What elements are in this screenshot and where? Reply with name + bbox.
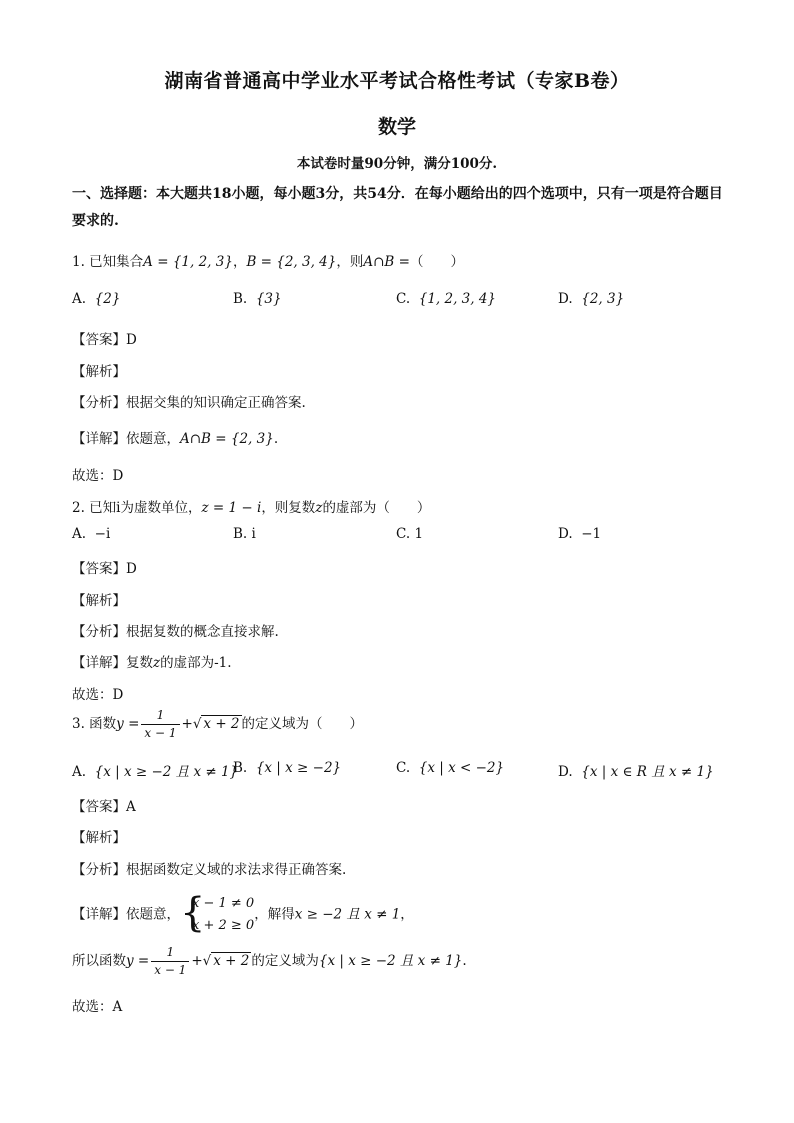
q1-choose: 故选：D	[72, 468, 124, 484]
question-3-stem: 3. 函数y = $\frac{1}{x - 1}$ +√ x + 2 的定义域为（ ）	[72, 708, 364, 740]
q3-option-a: A. {x | x ≥ −2 且 x ≠ 1}	[72, 764, 239, 780]
q1-xiangjie: 【详解】依题意，A∩B = {2, 3}.	[72, 431, 279, 447]
q1-option-a: A. {2}	[72, 291, 121, 307]
question-2-stem: 2. 已知i为虚数单位，z = 1 − i，则复数z的虚部为（ ）	[72, 500, 431, 516]
q2-analysis-tag: 【解析】	[72, 593, 126, 609]
q3-fenxi: 【分析】根据函数定义域的求法求得正确答案.	[72, 862, 347, 878]
q3-option-c: C. {x | x < −2}	[396, 760, 505, 776]
q2-option-d: D. −1	[558, 526, 602, 542]
page-title: 湖南省普通高中学业水平考试合格性考试（专家B卷）	[164, 70, 630, 92]
q2-option-a: A. −i	[72, 526, 111, 542]
set-a: A = {1, 2, 3}	[143, 254, 233, 270]
q2-option-b: B. i	[233, 526, 256, 542]
q1-option-d: D. {2, 3}	[558, 291, 625, 307]
set-b: B = {2, 3, 4}	[246, 254, 337, 270]
q3-option-b: B. {x | x ≥ −2}	[233, 760, 342, 776]
q2-option-c: C. 1	[396, 526, 424, 542]
fraction: $\frac{1}{x - 1}$	[141, 707, 179, 742]
q1-fenxi: 【分析】根据交集的知识确定正确答案.	[72, 395, 306, 411]
q1-option-b: B. {3}	[233, 291, 282, 307]
q3-conclusion: 所以函数y = $\frac{1}{x - 1}$ +√ x + 2 的定义域为{x | x ≥ −2 且 x ≠ 1}.	[72, 945, 467, 977]
q1-answer: 【答案】D	[72, 332, 137, 348]
square-root: √ x + 2	[192, 716, 240, 732]
q3-xiangjie: 【详解】依题意， { x − 1 ≠ 0 x + 2 ≥ 0 ，解得x ≥ −2 且 x ≠ 1，	[72, 890, 414, 936]
q2-xiangjie: 【详解】复数z的虚部为-1.	[72, 655, 232, 671]
q1-option-c: C. {1, 2, 3, 4}	[396, 291, 497, 307]
section-heading: 一、选择题：本大题共18小题，每小题3分，共54分．在每小题给出的四个选项中，只有一项是符合题目要求的.	[72, 186, 723, 229]
question-1-stem: 1. 已知集合A = {1, 2, 3}，B = {2, 3, 4}，则A∩B =（ ）	[72, 254, 464, 270]
subject-title: 数学	[377, 116, 416, 138]
q1-analysis-tag: 【解析】	[72, 364, 126, 380]
q2-choose: 故选：D	[72, 687, 124, 703]
exam-meta: 本试卷时量90分钟，满分100分.	[296, 156, 498, 172]
q2-answer: 【答案】D	[72, 561, 137, 577]
q3-answer: 【答案】A	[72, 799, 136, 815]
q2-fenxi: 【分析】根据复数的概念直接求解.	[72, 624, 279, 640]
q3-option-d: D. {x | x ∈ R 且 x ≠ 1}	[558, 764, 714, 780]
equation-system: { x − 1 ≠ 0 x + 2 ≥ 0	[180, 890, 255, 936]
q3-analysis-tag: 【解析】	[72, 830, 126, 846]
q3-choose: 故选：A	[72, 999, 123, 1015]
intersection-expr: A∩B =	[363, 254, 410, 270]
